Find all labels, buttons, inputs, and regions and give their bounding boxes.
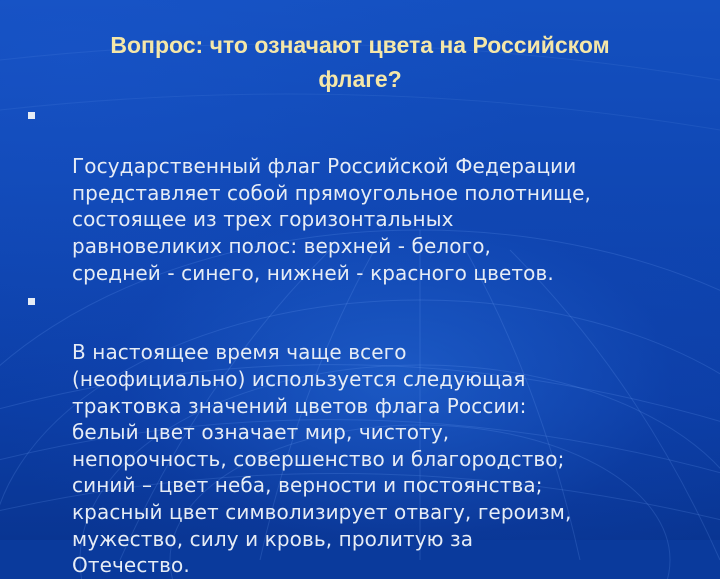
bullet-text: Государственный флаг Российской Федерации представляет собой прямоугольное полотнище, состоящее из трех горизонтальных равновеликих полос: верхней - белого, средней - синего, нижней - красного цветов. <box>72 154 591 285</box>
bullet-text: В настоящее время чаще всего (неофициально) используется следующая трактовка значений цветов флага России: белый цвет означает мир, чистоту, непорочность, совершенство и благородство; синий – цвет неба, верности и постоянства; красный цвет символизирует отвагу, героизм, мужество, силу и кровь, пролитую за Отечество. <box>72 340 572 578</box>
list-item <box>20 286 700 579</box>
list-item <box>20 100 700 286</box>
square-bullet-icon <box>28 112 35 119</box>
square-bullet-icon <box>28 298 35 305</box>
bullet-list <box>20 100 700 579</box>
slide-title: Вопрос: что означают цвета на Российском флаге? <box>110 32 610 92</box>
